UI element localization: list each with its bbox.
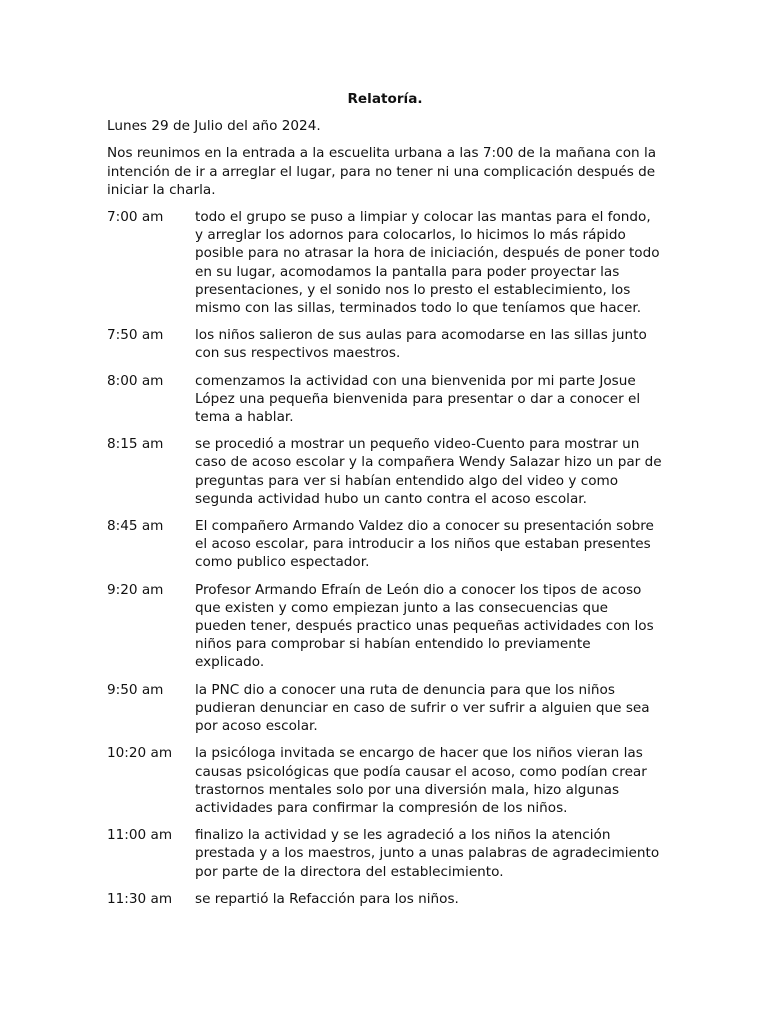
schedule-entry	[107, 744, 663, 817]
entry-time: 7:50 am	[107, 327, 164, 344]
document-title: Relatoría.	[347, 91, 423, 107]
schedule-entry	[107, 435, 663, 508]
entry-time: 7:00 am	[107, 209, 164, 226]
entry-time: 9:20 am	[107, 581, 164, 598]
entry-text: todo el grupo se puso a limpiar y colocar las mantas para el fondo, y arreglar los adornos para colocarlos, lo hicimos lo más rápido posible para no atrasar la hora de iniciación, después de poner todo en su lugar, acomodamos la pantalla para poder proyectar las presentaciones, y el sonido nos lo presto el establecimiento, los mismo con las sillas, terminados todo lo que teníamos que hacer.	[195, 209, 660, 317]
intro-paragraph: Nos reunimos en la entrada a la escuelita urbana a las 7:00 de la mañana con la intención de ir a arreglar el lugar, para no tener ni una complicación después de iniciar la charla.	[107, 145, 657, 198]
entry-time: 8:45 am	[107, 518, 164, 535]
date-line: Lunes 29 de Julio del año 2024.	[107, 118, 321, 135]
schedule-entry	[107, 581, 663, 672]
entry-text: los niños salieron de sus aulas para acomodarse en las sillas junto con sus respectivos maestros.	[195, 327, 647, 362]
schedule-list	[107, 208, 663, 908]
entry-text: finalizo la actividad y se les agradeció a los niños la atención prestada y a los maestros, junto a unas palabras de agradecimiento por parte de la directora del establecimiento.	[195, 827, 660, 880]
schedule-entry	[107, 681, 663, 736]
entry-text: El compañero Armando Valdez dio a conocer su presentación sobre el acoso escolar, para introducir a los niños que estaban presentes como publico espectador.	[195, 518, 654, 571]
schedule-entry	[107, 372, 663, 427]
entry-time: 11:00 am	[107, 827, 173, 844]
entry-time: 8:15 am	[107, 436, 164, 453]
entry-text: Profesor Armando Efraín de León dio a conocer los tipos de acoso que existen y como empiezan junto a las consecuencias que pueden tener, después practico unas pequeñas actividades con los niños para comprobar si habían entendido lo previamente explicado.	[195, 581, 654, 671]
schedule-entry	[107, 517, 663, 572]
schedule-entry	[107, 326, 663, 362]
entry-time: 9:50 am	[107, 681, 164, 698]
schedule-entry	[107, 890, 663, 908]
entry-time: 8:00 am	[107, 372, 164, 389]
document-page	[107, 90, 663, 917]
entry-text: se procedió a mostrar un pequeño video-Cuento para mostrar un caso de acoso escolar y la compañera Wendy Salazar hizo un par de preguntas para ver si habían entendido algo del video y como segunda actividad hubo un canto contra el acoso escolar.	[195, 436, 662, 507]
entry-text: la psicóloga invitada se encargo de hacer que los niños vieran las causas psicológicas que podía causar el acoso, como podían crear trastornos mentales solo por una diversión mala, hizo algunas actividades para confirmar la compresión de los niños.	[195, 745, 647, 816]
schedule-entry	[107, 208, 663, 317]
entry-text: comenzamos la actividad con una bienvenida por mi parte Josue López una pequeña bienvenida para presentar o dar a conocer el tema a hablar.	[195, 372, 641, 426]
schedule-entry	[107, 826, 663, 881]
entry-text: se repartió la Refacción para los niños.	[195, 890, 459, 907]
entry-time: 10:20 am	[107, 745, 173, 762]
entry-text: la PNC dio a conocer una ruta de denuncia para que los niños pudieran denunciar en caso de sufrir o ver sufrir a alguien que sea por acoso escolar.	[195, 681, 650, 735]
entry-time: 11:30 am	[107, 890, 173, 907]
